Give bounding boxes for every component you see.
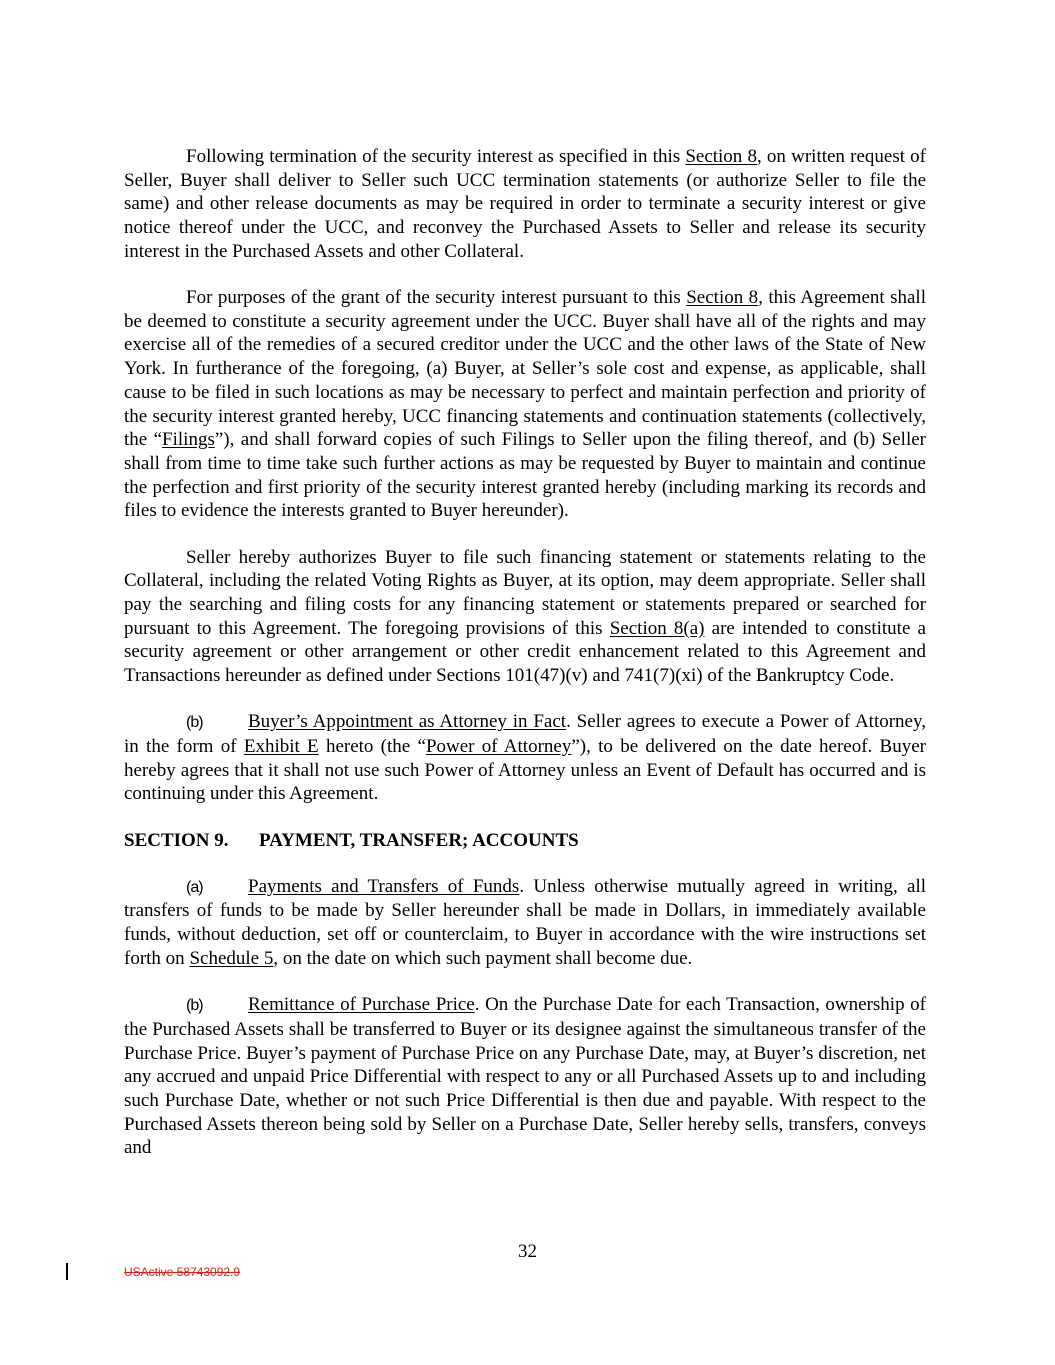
text: , on the date on which such payment shall become due. — [273, 947, 693, 969]
page-number: 32 — [518, 1241, 537, 1262]
text: ”), and shall forward copies of such Filings to Seller upon the filing thereof, and (b) Seller shall from time to time take such further actions as may be requested by Buyer to maintain and continue the perfection and first priority of the security interest granted hereby (including marking its records and files to evidence the interests granted to Buyer hereunder). — [124, 429, 926, 522]
revision-bar — [66, 1263, 68, 1280]
paragraph-attorney-in-fact — [124, 710, 926, 806]
section-8-reference: Section 8 — [685, 146, 757, 167]
power-of-attorney-term: Power of Attorney — [425, 735, 572, 757]
text: , on written request of Seller, Buyer shall deliver to Seller such UCC termination statements (or authorize Seller to file the same) and other release documents as may be required in order to terminate a security interest or give notice thereof under the UCC, and reconvey the Purchased Assets to Seller and release its security interest in the Purchased Assets and other Collateral. — [124, 146, 926, 262]
text: . On the Purchase Date for each Transaction, ownership of the Purchased Assets shall be transferred to Buyer or its designee against the simultaneous transfer of the Purchase Price. Buyer’s payment of Purchase Price on any Purchase Date, may, at Buyer’s discretion, net any accrued and unpaid Price Differential with respect to any or all Purchased Assets up to and including such Purchase Date, whether or not such Price Differential is then due and payable. With respect to the Purchased Assets thereon being sold by Seller on a Purchase Date, Seller hereby sells, transfers, conveys and — [124, 994, 926, 1159]
document-page — [124, 145, 926, 1183]
section-heading — [124, 829, 926, 853]
subsection-marker: (b) — [186, 997, 203, 1015]
paragraph-payments-transfers — [124, 875, 926, 971]
text: are intended to constitute a security agreement or other arrangement or other credit enhancement related to this Agreement and Transactions hereunder as defined under Sections 101(47)(v) and 741(7)(xi) of the Bankruptcy Code. — [124, 617, 926, 687]
subsection-title: Payments and Transfers of Funds — [248, 875, 520, 897]
text: . Seller agrees to execute a Power of Attorney, in the form of — [124, 711, 926, 757]
section-8a-reference: Section 8(a) — [609, 617, 705, 639]
exhibit-e-reference: Exhibit E — [243, 735, 319, 757]
text: For purposes of the grant of the security interest pursuant to this — [186, 287, 687, 309]
subsection-title: Buyer’s Appointment as Attorney in Fact — [248, 711, 567, 733]
subsection-marker: (a) — [186, 878, 203, 896]
section-number: SECTION 9. — [124, 829, 229, 851]
document-id: USActive 58743092.9 — [124, 1265, 241, 1279]
text: . Unless otherwise mutually agreed in writing, all transfers of funds to be made by Seller hereunder shall be made in Dollars, in immediately available funds, without deduction, set off or counterclaim, to Buyer in accordance with the wire instructions set forth on — [124, 875, 927, 969]
section-8-reference: Section 8 — [686, 287, 759, 309]
subsection-marker: (b) — [186, 714, 203, 732]
text: Seller hereby authorizes Buyer to file such financing statement or statements relating to the Collateral, including the related Voting Rights as Buyer, at its option, may deem appropriate. Seller shall pay the searching and filing costs for any financing statement or statements prepared or searched for pursuant to this Agreement. The foregoing provisions of this — [124, 546, 926, 639]
subsection-title: Remittance of Purchase Price — [248, 994, 475, 1016]
text: , this Agreement shall be deemed to constitute a security agreement under the UCC. Buyer shall have all of the rights and may exercise all of the remedies of a secured creditor under the UCC and the other laws of the State of New York. In furtherance of the foregoing, (a) Buyer, at Seller’s sole cost and expense, as applicable, shall cause to be filed in such locations as may be necessary to perfect and maintain perfection and priority of the security interest granted hereby, UCC financing statements and continuation statements (collectively, the “ — [124, 287, 926, 451]
text: ”), to be delivered on the date hereof. Buyer hereby agrees that it shall not use such Power of Attorney unless an Event of Default has occurred and is continuing under this Agreement. — [124, 735, 926, 805]
paragraph-financing-statements — [124, 546, 926, 688]
schedule-5-reference: Schedule 5 — [189, 947, 274, 969]
filings-term: Filings — [162, 429, 215, 451]
text: Following termination of the security interest as specified in this — [186, 146, 686, 167]
paragraph-security-agreement — [124, 286, 926, 523]
paragraph-remittance — [124, 993, 926, 1160]
text: hereto (the “ — [318, 735, 426, 757]
section-title: PAYMENT, TRANSFER; ACCOUNTS — [259, 829, 579, 851]
paragraph-termination — [124, 145, 926, 264]
